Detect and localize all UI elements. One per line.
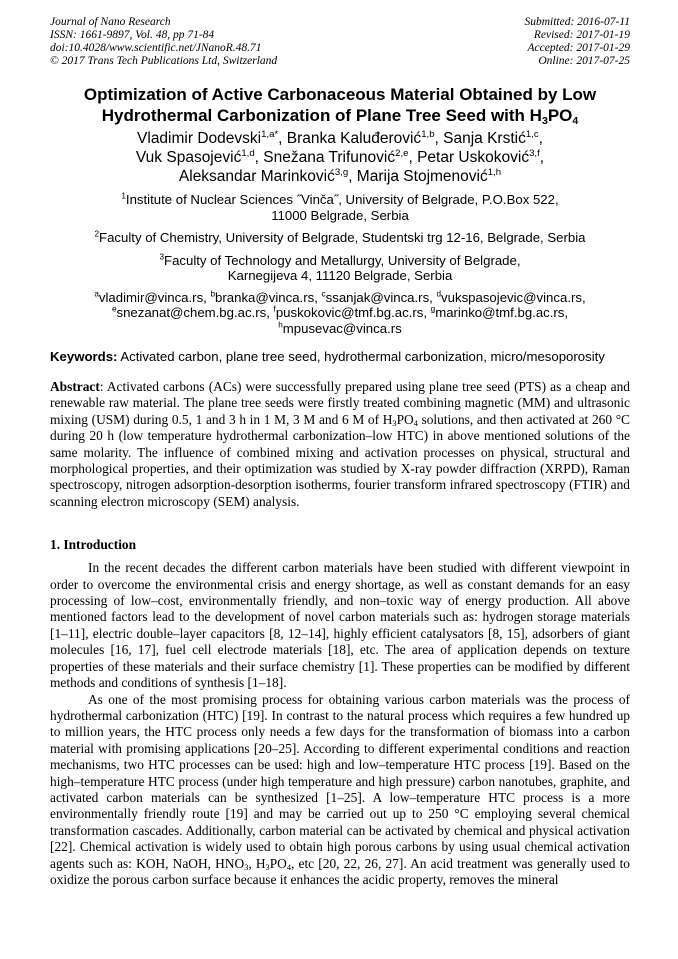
journal-doi: doi:10.4028/www.scientific.net/JNanoR.48.71	[50, 42, 262, 54]
article-dates	[524, 16, 630, 68]
affiliation-3	[50, 253, 630, 284]
journal-copyright: © 2017 Trans Tech Publications Ltd, Switzerland	[50, 55, 278, 67]
date-revised: Revised: 2017-01-19	[533, 29, 630, 41]
author-line-2: Vuk Spasojević$^{1,d}$, Snežana Trifunović$^{2,e}$, Petar Uskoković$^{3,f}$,	[135, 147, 545, 166]
article-title	[50, 84, 630, 126]
email-line-1: $^a$vladimir@vinca.rs, $^b$branka@vinca.rs, $^c$ssanjak@vinca.rs, $^d$vukspasojevic@vinca.rs,	[94, 289, 586, 305]
keywords-line	[50, 349, 630, 365]
journal-header	[50, 16, 630, 68]
author-emails	[50, 290, 630, 337]
affiliation-1-line-1: $^1$Institute of Nuclear Sciences ˝Vinča˝, University of Belgrade, P.O.Box 522,	[121, 191, 559, 207]
abstract-label: Abstract	[50, 379, 100, 394]
abstract-text: : Activated carbons (ACs) were successfully prepared using plane tree seed (PTS) as a cheap and renewable raw material. The plane tree seeds were firstly treated combining magnetic (MM) and ultrasonic mixing (USM) during 0.5, 1 and 3 h in 1 M, 3 M and 6 M of $H_3PO_4$ solutions, and then activated at 260 °C during 20 h (low temperature hydrothermal carbonization–low HTC) in above mentioned solutions of the same molarity. The influence of combined mixing and activation processes on physical, structural and morphological properties, and their optimization was studied by X-ray powder diffraction (XRPD), Raman spectroscopy, nitrogen adsorption-desorption isotherms, fourier transform infrared spectroscopy (FTIR) and scanning electron microscopy (SEM) analysis.	[50, 379, 630, 509]
journal-issn-volume: ISSN: 1661-9897, Vol. 48, pp 71-84	[50, 29, 215, 41]
affiliation-2	[50, 230, 630, 246]
email-line-2: $^e$snezanat@chem.bg.ac.rs, $^f$puskokovic@tmf.bg.ac.rs, $^g$marinko@tmf.bg.ac.rs,	[111, 304, 569, 320]
journal-name: Journal of Nano Research	[50, 16, 171, 28]
introduction-paragraph-2: As one of the most promising process for obtaining various carbon materials was the process of hydrothermal carbonization (HTC) [19]. In contrast to the natural process which requires a few hundred up to million years, the HTC process only needs a few days for the transformation of biomass into a carbon material with promising applications [20–25]. According to different experimental conditions and reaction mechanisms, two HTC processes can be used: high and low–temperature HTC process [19]. Based on the high–temperature HTC process (under high temperature and high pressure) carbon nanotubes, graphite, and activated carbon materials can be synthesized [1–25]. A low–temperature HTC process is a more environmentally friendly route [19] and may be carried out up to 250 °C employing several chemical transformation cascades. Additionally, carbon material can be activated by chemical and physical activation [22]. Chemical activation is widely used to obtain high porous carbons by using usual chemical activation agents such as: KOH, NaOH, $HNO_3$, $H_3PO_4$, etc [20, 22, 26, 27]. An acid treatment was generally used to oxidize the porous carbon surface because it enhances the acidic property, removes the mineral	[50, 691, 631, 887]
abstract	[50, 379, 630, 510]
author-line-1: Vladimir Dodevski$^{1,a*}$, Branka Kaluđerović$^{1,b}$, Sanja Krstić$^{1,c}$,	[137, 128, 543, 147]
journal-info	[50, 16, 277, 68]
affiliation-1	[50, 192, 630, 223]
email-line-3: $^h$mpusevac@vinca.rs	[278, 320, 402, 336]
date-online: Online: 2017-07-25	[538, 55, 630, 67]
affiliation-1-line-2: 11000 Belgrade, Serbia	[271, 207, 409, 223]
introduction-paragraph-1: In the recent decades the different carbon materials have been studied with different viewpoint in order to overcome the environmental crisis and energy shortage, as well as constant demands for an easy processing of low–cost, environmentally friendly, and non–toxic way of energy production. All above mentioned factors lead to the development of novel carbon materials such as: hydrogen storage materials [1–11], electric double–layer capacitors [8, 12–14], highly efficient catalysators [8, 15], adsorbers of giant molecules [16, 17], fuel cell electrode materials [18], etc. The area of application depends on texture properties of these materials and their surface chemistry [1]. These properties can be modified by different methods and conditions of synthesis [1–18].	[50, 560, 630, 691]
author-list	[50, 129, 630, 186]
section-heading-introduction: 1. Introduction	[50, 537, 137, 553]
date-submitted: Submitted: 2016-07-11	[524, 16, 630, 28]
article-title-line-1: Optimization of Active Carbonaceous Material Obtained by Low	[83, 85, 597, 104]
affiliation-2-line-1: $^2$Faculty of Chemistry, University of Belgrade, Studentski trg 12-16, Belgrade, Serbia	[94, 229, 586, 245]
date-accepted: Accepted: 2017-01-29	[527, 42, 630, 54]
affiliation-3-line-2: Karnegijeva 4, 11120 Belgrade, Serbia	[227, 268, 453, 283]
author-line-3: Aleksandar Marinković$^{3,g}$, Marija Stojmenović$^{1,h}$	[178, 166, 502, 185]
keywords-text: Activated carbon, plane tree seed, hydrothermal carbonization, micro/mesoporosity	[120, 349, 605, 364]
article-title-line-2: Hydrothermal Carbonization of Plane Tree Seed with $H_3PO_4$	[101, 106, 579, 128]
affiliation-3-line-1: $^3$Faculty of Technology and Metallurgy, University of Belgrade,	[159, 252, 521, 268]
keywords-label: Keywords:	[50, 349, 118, 364]
